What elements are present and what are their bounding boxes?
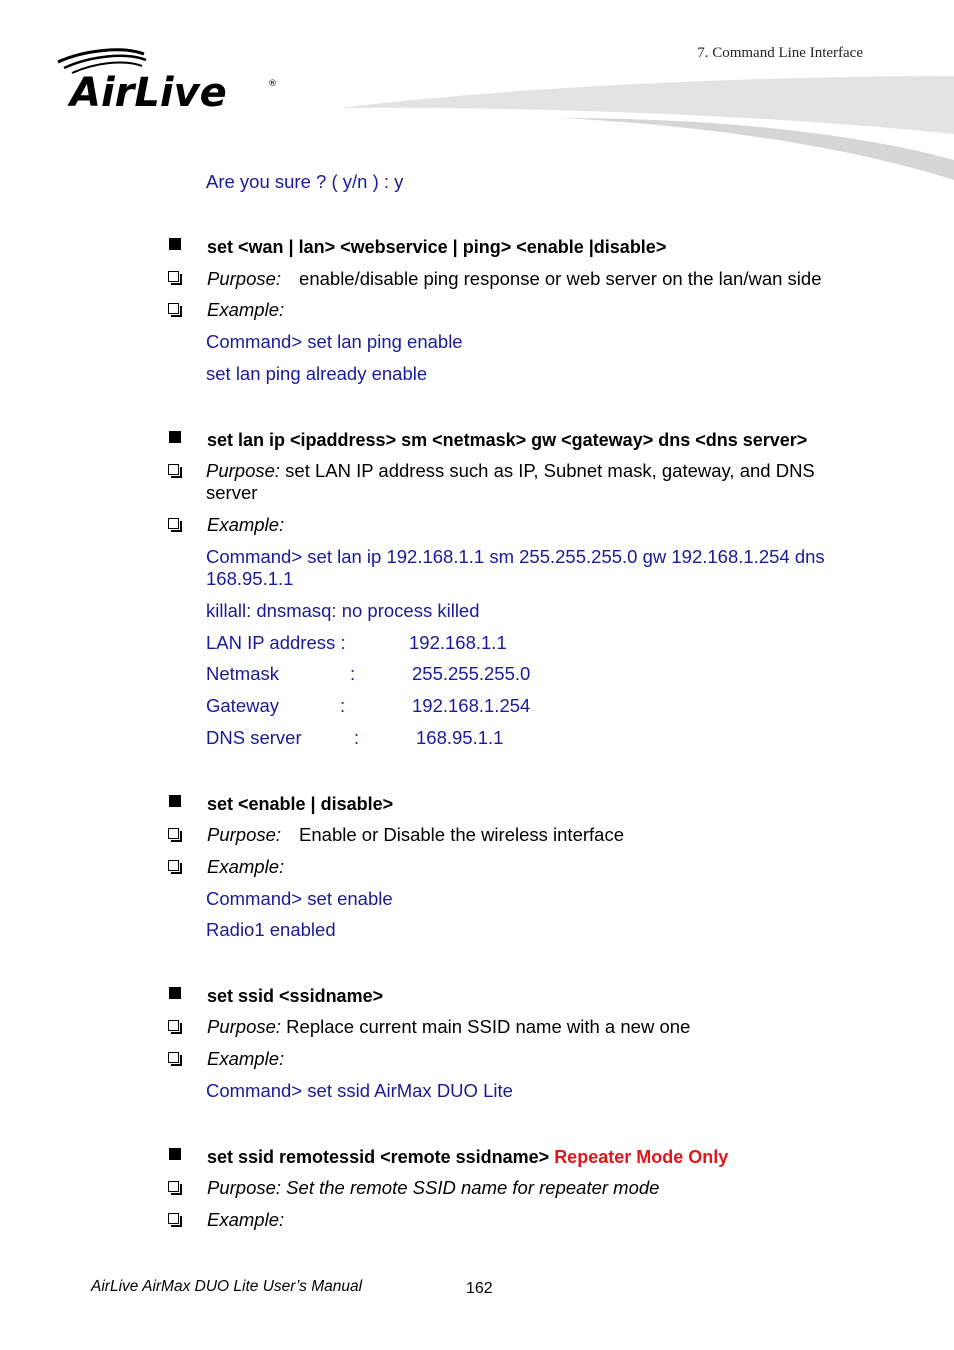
- example-label: Example:: [207, 299, 285, 320]
- checkbox-bullet: [168, 1020, 179, 1031]
- footer-manual-title: AirLive AirMax DUO Lite User’s Manual: [91, 1278, 363, 1295]
- purpose-line: Purpose: set LAN IP address such as IP, Subnet mask, gateway, and DNS server: [206, 460, 815, 503]
- chapter-title: 7. Command Line Interface: [697, 45, 863, 61]
- checkbox-bullet: [168, 303, 179, 314]
- section-bullet: [169, 1148, 181, 1160]
- checkbox-bullet: [168, 1052, 179, 1063]
- section-heading: set lan ip <ipaddress> sm <netmask> gw <gateway> dns <dns server>: [207, 430, 808, 450]
- section-heading: set ssid remotessid <remote ssidname> Repeater Mode Only: [207, 1147, 729, 1167]
- checkbox-bullet: [168, 464, 179, 475]
- section-bullet: [169, 795, 181, 807]
- command-line: Command> set ssid AirMax DUO Lite: [206, 1080, 513, 1101]
- section-bullet: [169, 238, 181, 250]
- section-bullet: [169, 431, 181, 443]
- section-bullet: [169, 987, 181, 999]
- checkbox-bullet: [168, 271, 179, 282]
- command-output: Radio1 enabled: [206, 919, 336, 940]
- page-number: 162: [466, 1280, 493, 1297]
- output-row: Netmask : 255.255.255.0: [206, 663, 531, 684]
- purpose-line: Purpose: enable/disable ping response or web server on the lan/wan side: [207, 268, 822, 289]
- airlive-logo: [54, 46, 284, 116]
- output-row: Gateway : 192.168.1.254: [206, 695, 531, 716]
- checkbox-bullet: [168, 518, 179, 529]
- purpose-line: Purpose: Replace current main SSID name with a new one: [207, 1016, 691, 1037]
- command-line: Command> set lan ip 192.168.1.1 sm 255.255.255.0 gw 192.168.1.254 dns 168.95.1.1: [206, 546, 825, 589]
- example-label: Example:: [207, 1048, 285, 1069]
- checkbox-bullet: [168, 860, 179, 871]
- repeater-mode-note: Repeater Mode Only: [554, 1147, 729, 1167]
- checkbox-bullet: [168, 828, 179, 839]
- output-row: DNS server : 168.95.1.1: [206, 727, 504, 748]
- checkbox-bullet: [168, 1213, 179, 1224]
- purpose-line: Purpose: Set the remote SSID name for repeater mode: [207, 1177, 660, 1198]
- command-output: killall: dnsmasq: no process killed: [206, 600, 480, 621]
- confirm-prompt: Are you sure ? ( y/n ) : y: [206, 171, 404, 192]
- output-row: LAN IP address : 192.168.1.1: [206, 632, 507, 653]
- command-output: set lan ping already enable: [206, 363, 428, 384]
- example-label: Example:: [207, 1209, 285, 1230]
- command-line: Command> set enable: [206, 888, 393, 909]
- svg-text:AirLive: AirLive: [70, 70, 227, 116]
- example-label: Example:: [207, 514, 285, 535]
- svg-text:®: ®: [268, 79, 277, 89]
- command-line: Command> set lan ping enable: [206, 331, 463, 352]
- section-heading: set <wan | lan> <webservice | ping> <enable |disable>: [207, 237, 667, 257]
- example-label: Example:: [207, 856, 285, 877]
- purpose-line: Purpose: Enable or Disable the wireless interface: [207, 824, 624, 845]
- section-heading: set ssid <ssidname>: [207, 986, 384, 1006]
- checkbox-bullet: [168, 1181, 179, 1192]
- section-heading: set <enable | disable>: [207, 794, 394, 814]
